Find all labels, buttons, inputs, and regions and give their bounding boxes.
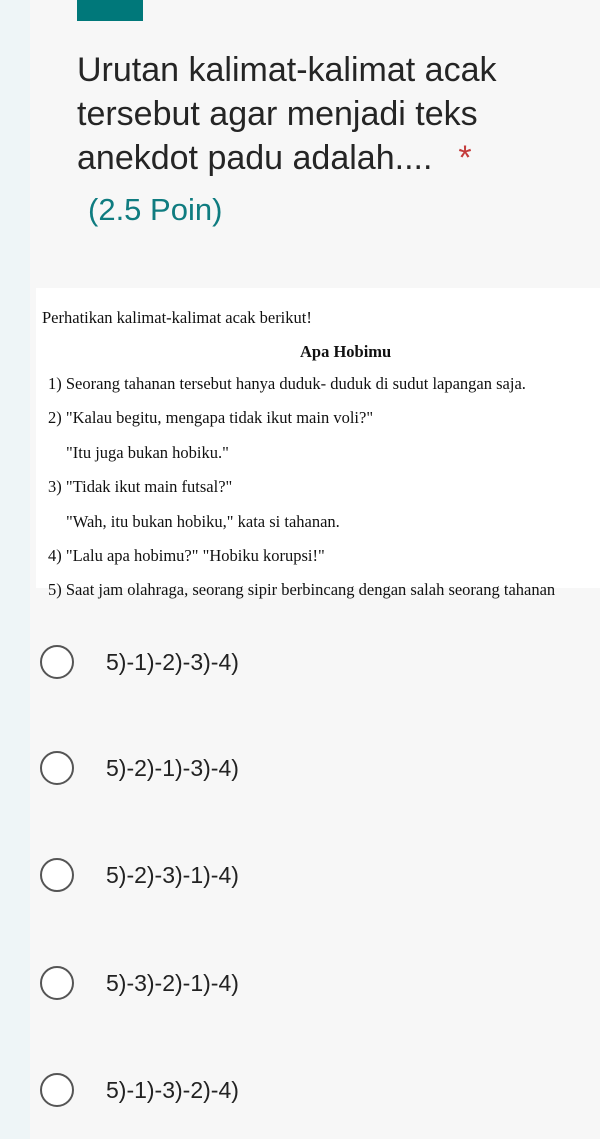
passage-line: 4) "Lalu apa hobimu?" "Hobiku korupsi!" xyxy=(48,546,325,565)
option-label: 5)-1)-3)-2)-4) xyxy=(106,1076,239,1103)
passage-intro: Perhatikan kalimat-kalimat acak berikut! xyxy=(42,308,312,327)
passage-line: 1) Seorang tahanan tersebut hanya duduk- duduk di sudut lapangan saja. xyxy=(48,374,526,393)
passage-heading: Apa Hobimu xyxy=(300,342,392,361)
question-text: Urutan kalimat-kalimat acak tersebut agar menjadi teks anekdot padu adalah.... xyxy=(77,51,497,177)
passage-line: "Itu juga bukan hobiku." xyxy=(66,443,229,462)
passage-image xyxy=(36,288,600,599)
passage-line: 2) "Kalau begitu, mengapa tidak ikut main voli?" xyxy=(48,408,374,427)
option-1[interactable] xyxy=(40,642,239,682)
passage-line: 5) Saat jam olahraga, seorang sipir berbincang dengan salah seorang tahanan xyxy=(48,580,556,599)
option-label: 5)-2)-3)-1)-4) xyxy=(106,861,239,888)
option-3[interactable] xyxy=(40,855,239,895)
option-label: 5)-3)-2)-1)-4) xyxy=(106,969,239,996)
option-5[interactable] xyxy=(40,1070,239,1110)
radio-button[interactable] xyxy=(40,858,74,892)
passage-line: 3) "Tidak ikut main futsal?" xyxy=(48,477,233,496)
option-2[interactable] xyxy=(40,748,239,788)
radio-button[interactable] xyxy=(40,645,74,679)
question-title xyxy=(77,48,557,180)
accent-bar xyxy=(77,0,143,21)
passage-line: "Wah, itu bukan hobiku," kata si tahanan. xyxy=(66,512,340,531)
radio-button[interactable] xyxy=(40,966,74,1000)
radio-button[interactable] xyxy=(40,751,74,785)
option-4[interactable] xyxy=(40,963,239,1003)
required-mark: * xyxy=(458,139,472,177)
option-label: 5)-2)-1)-3)-4) xyxy=(106,754,239,781)
question-points: (2.5 Poin) xyxy=(88,192,223,227)
radio-button[interactable] xyxy=(40,1073,74,1107)
option-label: 5)-1)-2)-3)-4) xyxy=(106,648,239,675)
